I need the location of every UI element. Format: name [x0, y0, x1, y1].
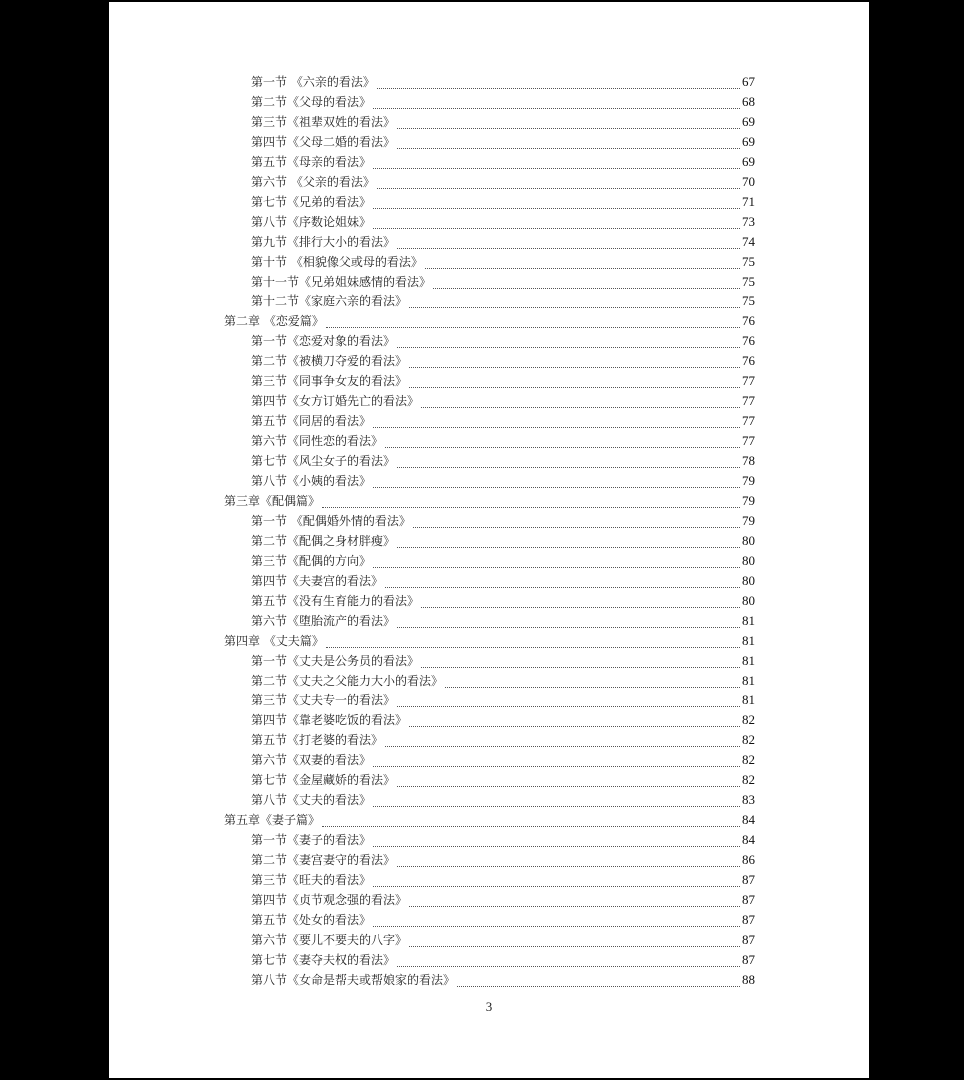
toc-section-entry[interactable]	[251, 551, 755, 571]
dot-leader	[413, 518, 740, 528]
toc-section-entry[interactable]	[251, 272, 755, 292]
dot-leader	[397, 119, 740, 129]
toc-entry-page: 81	[742, 632, 755, 648]
toc-entry-page: 82	[742, 772, 755, 788]
toc-chapter-entry[interactable]	[224, 810, 755, 830]
dot-leader	[409, 378, 740, 388]
dot-leader	[326, 318, 740, 328]
toc-section-entry[interactable]	[251, 890, 755, 910]
dot-leader	[373, 917, 740, 927]
toc-entry-title: 第十节 《相貌像父或母的看法》	[251, 254, 423, 269]
dot-leader	[373, 199, 740, 209]
toc-entry-page: 75	[742, 293, 755, 309]
toc-section-entry[interactable]	[251, 371, 755, 391]
dot-leader	[421, 398, 740, 408]
dot-leader	[409, 298, 740, 308]
toc-entry-title: 第八节《丈夫的看法》	[251, 793, 372, 808]
toc-entry-page: 77	[742, 393, 755, 409]
toc-section-entry[interactable]	[251, 172, 755, 192]
toc-entry-page: 82	[742, 732, 755, 748]
toc-entry-title: 第六节《要儿不要夫的八字》	[251, 932, 408, 947]
dot-leader	[425, 259, 740, 269]
toc-entry-page: 70	[742, 173, 755, 189]
toc-section-entry[interactable]	[251, 830, 755, 850]
toc-section-entry[interactable]	[251, 651, 755, 671]
toc-entry-title: 第三节《祖辈双姓的看法》	[251, 114, 396, 129]
toc-section-entry[interactable]	[251, 611, 755, 631]
toc-entry-page: 87	[742, 931, 755, 947]
toc-section-entry[interactable]	[251, 870, 755, 890]
toc-entry-page: 77	[742, 413, 755, 429]
dot-leader	[421, 658, 740, 668]
toc-entry-page: 76	[742, 353, 755, 369]
toc-entry-page: 80	[742, 532, 755, 548]
toc-entry-title: 第三章《配偶篇》	[224, 493, 321, 508]
toc-entry-page: 87	[742, 872, 755, 887]
toc-entry-title: 第七节《风尘女子的看法》	[251, 454, 396, 469]
toc-entry-title: 第八节《女命是帮夫或帮娘家的看法》	[251, 972, 456, 987]
toc-entry-title: 第三节《丈夫专一的看法》	[251, 693, 396, 708]
dot-leader	[373, 159, 740, 169]
toc-entry-title: 第六节 《父亲的看法》	[251, 174, 375, 189]
toc-entry-title: 第五节《处女的看法》	[251, 912, 372, 927]
toc-entry-page: 83	[742, 792, 755, 808]
dot-leader	[409, 717, 740, 727]
dot-leader	[373, 797, 740, 807]
toc-entry-title: 第二节《丈夫之父能力大小的看法》	[251, 673, 444, 688]
toc-section-entry[interactable]	[251, 790, 755, 810]
toc-section-entry[interactable]	[251, 351, 755, 371]
toc-section-entry[interactable]	[251, 970, 755, 990]
toc-entry-page: 86	[742, 852, 755, 868]
dot-leader	[397, 857, 740, 867]
dot-leader	[377, 79, 740, 89]
toc-section-entry[interactable]	[251, 850, 755, 870]
toc-section-entry[interactable]	[251, 212, 755, 232]
toc-section-entry[interactable]	[251, 192, 755, 212]
toc-section-entry[interactable]	[251, 72, 755, 92]
toc-entry-title: 第六节《同性恋的看法》	[251, 434, 384, 449]
toc-entry-page: 75	[742, 273, 755, 289]
toc-entry-page: 79	[742, 492, 755, 508]
dot-leader	[397, 239, 740, 249]
toc-entry-title: 第四节《夫妻宫的看法》	[251, 573, 384, 588]
dot-leader	[397, 957, 740, 967]
toc-entry-page: 81	[742, 672, 755, 688]
dot-leader	[421, 598, 740, 608]
toc-entry-title: 第二章 《恋爱篇》	[224, 314, 324, 329]
toc-entry-page: 73	[742, 213, 755, 229]
toc-chapter-entry[interactable]	[224, 491, 755, 511]
toc-section-entry[interactable]	[251, 331, 755, 351]
toc-section-entry[interactable]	[251, 710, 755, 730]
toc-section-entry[interactable]	[251, 950, 755, 970]
toc-entry-page: 67	[742, 74, 755, 89]
toc-section-entry[interactable]	[251, 591, 755, 611]
dot-leader	[373, 478, 740, 488]
toc-entry-page: 87	[742, 891, 755, 907]
toc-entry-page: 84	[742, 832, 755, 848]
toc-section-entry[interactable]	[251, 750, 755, 770]
dot-leader	[385, 737, 740, 747]
toc-entry-page: 76	[742, 313, 755, 329]
page-number: 3	[485, 999, 493, 1014]
toc-section-entry[interactable]	[251, 152, 755, 172]
toc-entry-title: 第五节《没有生育能力的看法》	[251, 593, 420, 608]
toc-entry-page: 80	[742, 592, 755, 608]
toc-entry-title: 第四章 《丈夫篇》	[224, 633, 324, 648]
toc-entry-title: 第四节《贞节观念强的看法》	[251, 892, 408, 907]
document-page	[109, 2, 869, 1078]
dot-leader	[409, 937, 740, 947]
toc-section-entry[interactable]	[251, 431, 755, 451]
dot-leader	[433, 279, 740, 289]
dot-leader	[457, 977, 740, 987]
toc-entry-title: 第一节《妻子的看法》	[251, 833, 372, 848]
toc-entry-title: 第七节《妻夺夫权的看法》	[251, 952, 396, 967]
toc-entry-page: 80	[742, 572, 755, 588]
toc-entry-title: 第五节《打老婆的看法》	[251, 733, 384, 748]
toc-entry-page: 69	[742, 153, 755, 169]
toc-section-entry[interactable]	[251, 92, 755, 112]
toc-section-entry[interactable]	[251, 531, 755, 551]
toc-entry-title: 第八节《小姨的看法》	[251, 474, 372, 488]
toc-section-entry[interactable]	[251, 690, 755, 710]
dot-leader	[373, 877, 740, 887]
toc-entry-title: 第一节《恋爱对象的看法》	[251, 334, 396, 349]
toc-entry-page: 76	[742, 333, 755, 349]
toc-entry-page: 75	[742, 253, 755, 269]
toc-section-entry[interactable]	[251, 770, 755, 790]
toc-entry-title: 第七节《兄弟的看法》	[251, 194, 372, 209]
dot-leader	[377, 179, 740, 189]
toc-entry-title: 第十一节《兄弟姐妹感情的看法》	[251, 274, 432, 289]
toc-entry-title: 第三节《配偶的方向》	[251, 553, 372, 568]
toc-entry-title: 第二节《父母的看法》	[251, 94, 372, 109]
dot-leader	[373, 219, 740, 229]
toc-section-entry[interactable]	[251, 930, 755, 950]
toc-entry-title: 第四节《父母二婚的看法》	[251, 134, 396, 149]
toc-entry-title: 第二节《妻宫妻守的看法》	[251, 853, 396, 868]
toc-entry-title: 第三节《同事争女友的看法》	[251, 374, 408, 389]
dot-leader	[397, 458, 740, 468]
toc-entry-page: 88	[742, 971, 755, 987]
toc-entry-title: 第五节《母亲的看法》	[251, 154, 372, 169]
toc-section-entry[interactable]	[251, 291, 755, 311]
dot-leader	[397, 618, 740, 628]
dot-leader	[397, 139, 740, 149]
dot-leader	[373, 418, 740, 428]
toc-entry-page: 79	[742, 473, 755, 488]
toc-entry-page: 68	[742, 93, 755, 109]
dot-leader	[397, 338, 740, 348]
toc-section-entry[interactable]	[251, 411, 755, 431]
toc-entry-title: 第二节《被横刀夺爱的看法》	[251, 354, 408, 369]
toc-entry-title: 第四节《靠老婆吃饭的看法》	[251, 713, 408, 728]
toc-entry-page: 82	[742, 752, 755, 768]
toc-entry-page: 74	[742, 233, 755, 249]
toc-section-entry[interactable]	[251, 232, 755, 252]
toc-section-entry[interactable]	[251, 571, 755, 591]
dot-leader	[385, 438, 740, 448]
dot-leader	[326, 638, 740, 648]
toc-entry-title: 第十二节《家庭六亲的看法》	[251, 294, 408, 309]
dot-leader	[397, 538, 740, 548]
toc-entry-title: 第四节《女方订婚先亡的看法》	[251, 394, 420, 409]
toc-entry-page: 71	[742, 193, 755, 209]
toc-section-entry[interactable]	[251, 132, 755, 152]
toc-entry-title: 第一节 《六亲的看法》	[251, 75, 375, 89]
toc-entry-page: 82	[742, 712, 755, 728]
dot-leader	[445, 678, 740, 688]
toc-entry-page: 81	[742, 612, 755, 628]
dot-leader	[322, 498, 740, 508]
toc-entry-page: 87	[742, 911, 755, 927]
toc-section-entry[interactable]	[251, 112, 755, 132]
toc-entry-title: 第六节《双妻的看法》	[251, 753, 372, 768]
toc-section-entry[interactable]	[251, 730, 755, 750]
toc-entry-page: 69	[742, 113, 755, 129]
dot-leader	[385, 578, 740, 588]
toc-entry-page: 77	[742, 373, 755, 389]
toc-section-entry[interactable]	[251, 391, 755, 411]
toc-entry-page: 87	[742, 951, 755, 967]
toc-section-entry[interactable]	[251, 671, 755, 691]
dot-leader	[373, 99, 740, 109]
toc-entry-page: 79	[742, 512, 755, 528]
toc-entry-page: 77	[742, 433, 755, 449]
toc-entry-title: 第二节《配偶之身材胖瘦》	[251, 533, 396, 548]
toc-entry-title: 第六节《堕胎流产的看法》	[251, 613, 396, 628]
toc-entry-title: 第五节《同居的看法》	[251, 414, 372, 429]
dot-leader	[373, 558, 740, 568]
toc-entry-title: 第一节 《配偶婚外情的看法》	[251, 513, 411, 528]
toc-entry-page: 81	[742, 692, 755, 708]
dot-leader	[409, 358, 740, 368]
dot-leader	[409, 897, 740, 907]
toc-entry-title: 第七节《金屋藏娇的看法》	[251, 773, 396, 788]
toc-entry-title: 第一节《丈夫是公务员的看法》	[251, 653, 420, 668]
dot-leader	[397, 697, 740, 707]
toc-entry-title: 第九节《排行大小的看法》	[251, 234, 396, 249]
toc-section-entry[interactable]	[251, 910, 755, 930]
dot-leader	[373, 837, 740, 847]
toc-entry-page: 84	[742, 812, 755, 828]
dot-leader	[373, 757, 740, 767]
toc-section-entry[interactable]	[251, 471, 755, 491]
toc-section-entry[interactable]	[251, 252, 755, 272]
toc-entry-page: 80	[742, 552, 755, 568]
toc-entry-title: 第五章《妻子篇》	[224, 813, 321, 828]
dot-leader	[322, 817, 740, 827]
dot-leader	[397, 777, 740, 787]
toc-entry-page: 78	[742, 453, 755, 469]
toc-section-entry[interactable]	[251, 511, 755, 531]
toc-chapter-entry[interactable]	[224, 631, 755, 651]
toc-section-entry[interactable]	[251, 451, 755, 471]
toc-entry-title: 第三节《旺夫的看法》	[251, 873, 372, 887]
toc-entry-title: 第八节《序数论姐妹》	[251, 214, 372, 229]
toc-entry-page: 69	[742, 133, 755, 149]
toc-entry-page: 81	[742, 652, 755, 668]
toc-chapter-entry[interactable]	[224, 311, 755, 331]
